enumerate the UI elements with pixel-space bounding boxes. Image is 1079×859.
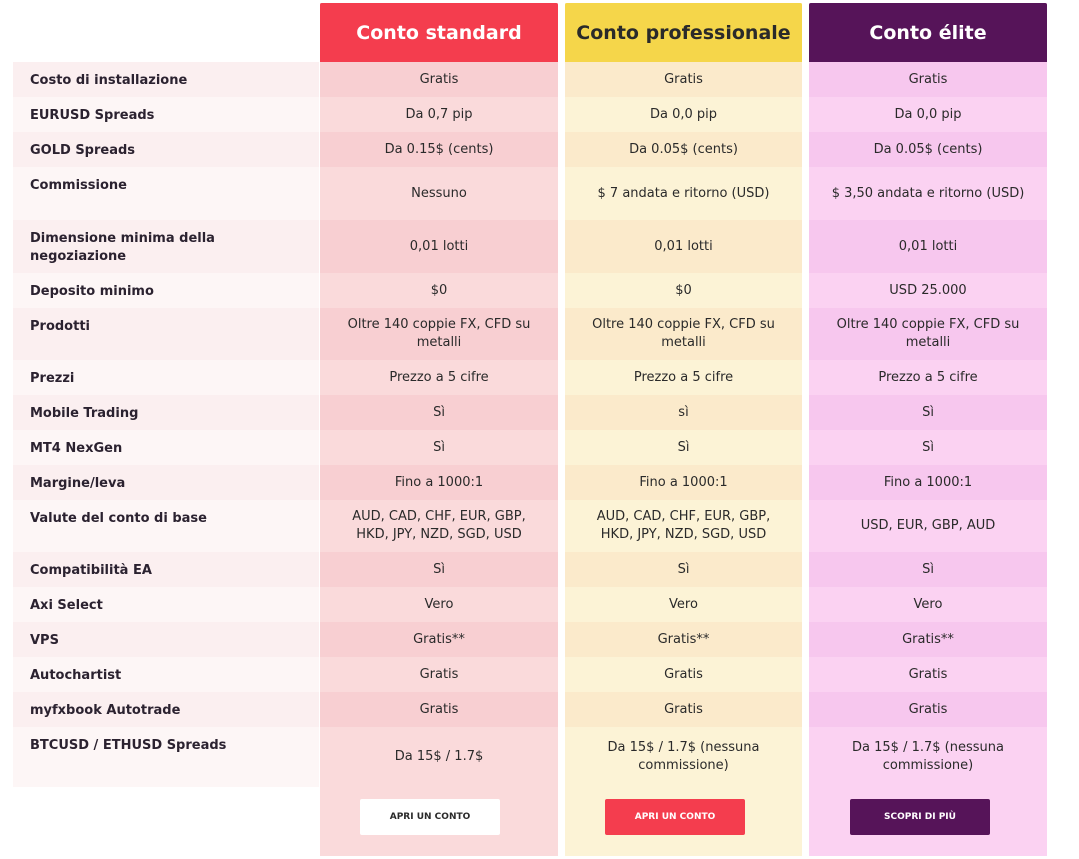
standard-value: Da 15$ / 1.7$ (394, 749, 484, 764)
elite-value: Gratis (809, 62, 1047, 97)
standard-value: Da 0.15$ (cents) (320, 132, 558, 167)
professional-value: Prezzo a 5 cifre (633, 369, 734, 385)
row-label: Dimensione minima della negoziazione (13, 220, 319, 273)
table-row (0, 273, 1079, 308)
table-row (0, 167, 1079, 220)
professional-value: Gratis** (565, 622, 802, 657)
standard-value: $0 (430, 282, 448, 298)
row-label: Valute del conto di base (13, 500, 319, 552)
elite-value: Sì (922, 439, 934, 455)
elite-value: Da 0.05$ (cents) (809, 132, 1047, 167)
elite-value: Da 0,0 pip (894, 106, 962, 122)
standard-value: Oltre 140 coppie FX, CFD su metalli (320, 308, 558, 360)
table-row (0, 132, 1079, 167)
standard-account-header: Conto standard (320, 3, 558, 62)
row-label: EURUSD Spreads (13, 97, 319, 132)
elite-value: Oltre 140 coppie FX, CFD su metalli (809, 308, 1047, 360)
row-label: Axi Select (13, 587, 319, 622)
row-label: Deposito minimo (13, 273, 319, 308)
professional-value: 0,01 lotti (565, 220, 802, 273)
professional-value: Da 0.05$ (cents) (565, 132, 802, 167)
open-standard-account-button[interactable]: APRI UN CONTO (360, 799, 500, 835)
table-row (0, 430, 1079, 465)
professional-value: sì (565, 395, 802, 430)
table-row (0, 465, 1079, 500)
table-row (0, 97, 1079, 132)
professional-value: Gratis (565, 692, 802, 727)
standard-value: Sì (433, 439, 445, 455)
professional-value: Sì (565, 552, 802, 587)
elite-value: Sì (809, 395, 1047, 430)
professional-value: Fino a 1000:1 (565, 465, 802, 500)
table-row (0, 692, 1079, 727)
professional-value: Da 15$ / 1.7$ (nessuna commissione) (607, 740, 760, 773)
professional-value: Sì (677, 439, 690, 455)
row-label: GOLD Spreads (13, 132, 319, 167)
elite-value: Gratis** (809, 622, 1047, 657)
professional-value: Gratis (664, 666, 703, 682)
table-row (0, 587, 1079, 622)
row-label: Margine/leva (13, 465, 319, 500)
standard-value: Da 0,7 pip (405, 106, 473, 122)
table-row (0, 500, 1079, 552)
professional-value: AUD, CAD, CHF, EUR, GBP, HKD, JPY, NZD, SGD, USD (596, 509, 771, 542)
standard-value: Sì (320, 395, 558, 430)
standard-value: Gratis (320, 62, 558, 97)
standard-value: Fino a 1000:1 (320, 465, 558, 500)
standard-value: Gratis** (320, 622, 558, 657)
row-label: Autochartist (13, 657, 319, 692)
elite-value: Gratis (908, 666, 948, 682)
row-label: Mobile Trading (13, 395, 319, 430)
table-row (0, 622, 1079, 657)
standard-value: Gratis (320, 692, 558, 727)
row-label: Commissione (13, 167, 319, 220)
elite-value: Vero (913, 596, 943, 612)
elite-account-header: Conto élite (809, 3, 1047, 62)
elite-value: Da 15$ / 1.7$ (nessuna commissione) (852, 740, 1004, 773)
row-label: myfxbook Autotrade (13, 692, 319, 727)
standard-value: 0,01 lotti (320, 220, 558, 273)
table-row (0, 552, 1079, 587)
elite-value: Prezzo a 5 cifre (878, 369, 978, 385)
discover-elite-account-button[interactable]: SCOPRI DI PIÙ (850, 799, 990, 835)
elite-value: USD, EUR, GBP, AUD (860, 518, 996, 533)
table-row (0, 360, 1079, 395)
elite-value: Gratis (809, 692, 1047, 727)
professional-value: Gratis (565, 62, 802, 97)
row-label: Prodotti (13, 308, 319, 360)
table-row (0, 727, 1079, 787)
standard-value: Vero (424, 596, 454, 612)
table-row (0, 657, 1079, 692)
professional-value: $ 7 andata e ritorno (USD) (597, 185, 770, 201)
standard-value: Nessuno (411, 185, 467, 201)
elite-value: Fino a 1000:1 (809, 465, 1047, 500)
standard-value: Prezzo a 5 cifre (389, 369, 489, 385)
table-row (0, 62, 1079, 97)
row-label: BTCUSD / ETHUSD Spreads (13, 727, 319, 787)
row-label: Prezzi (13, 360, 319, 395)
standard-value: AUD, CAD, CHF, EUR, GBP, HKD, JPY, NZD, SGD, USD (352, 509, 526, 542)
table-row (0, 220, 1079, 273)
table-row (0, 308, 1079, 360)
standard-value: Sì (320, 552, 558, 587)
elite-value: USD 25.000 (889, 282, 967, 298)
row-label: VPS (13, 622, 319, 657)
elite-value: Sì (809, 552, 1047, 587)
professional-value: Da 0,0 pip (649, 106, 718, 122)
row-label: MT4 NexGen (13, 430, 319, 465)
professional-value: Oltre 140 coppie FX, CFD su metalli (565, 308, 802, 360)
professional-account-header: Conto professionale (565, 3, 802, 62)
professional-value: Vero (669, 596, 698, 612)
standard-value: Gratis (419, 666, 459, 682)
table-row (0, 395, 1079, 430)
professional-value: $0 (675, 282, 692, 298)
row-label: Compatibilità EA (13, 552, 319, 587)
elite-value: $ 3,50 andata e ritorno (USD) (831, 185, 1025, 201)
open-professional-account-button[interactable]: APRI UN CONTO (605, 799, 745, 835)
elite-value: 0,01 lotti (809, 220, 1047, 273)
row-label: Costo di installazione (13, 62, 319, 97)
